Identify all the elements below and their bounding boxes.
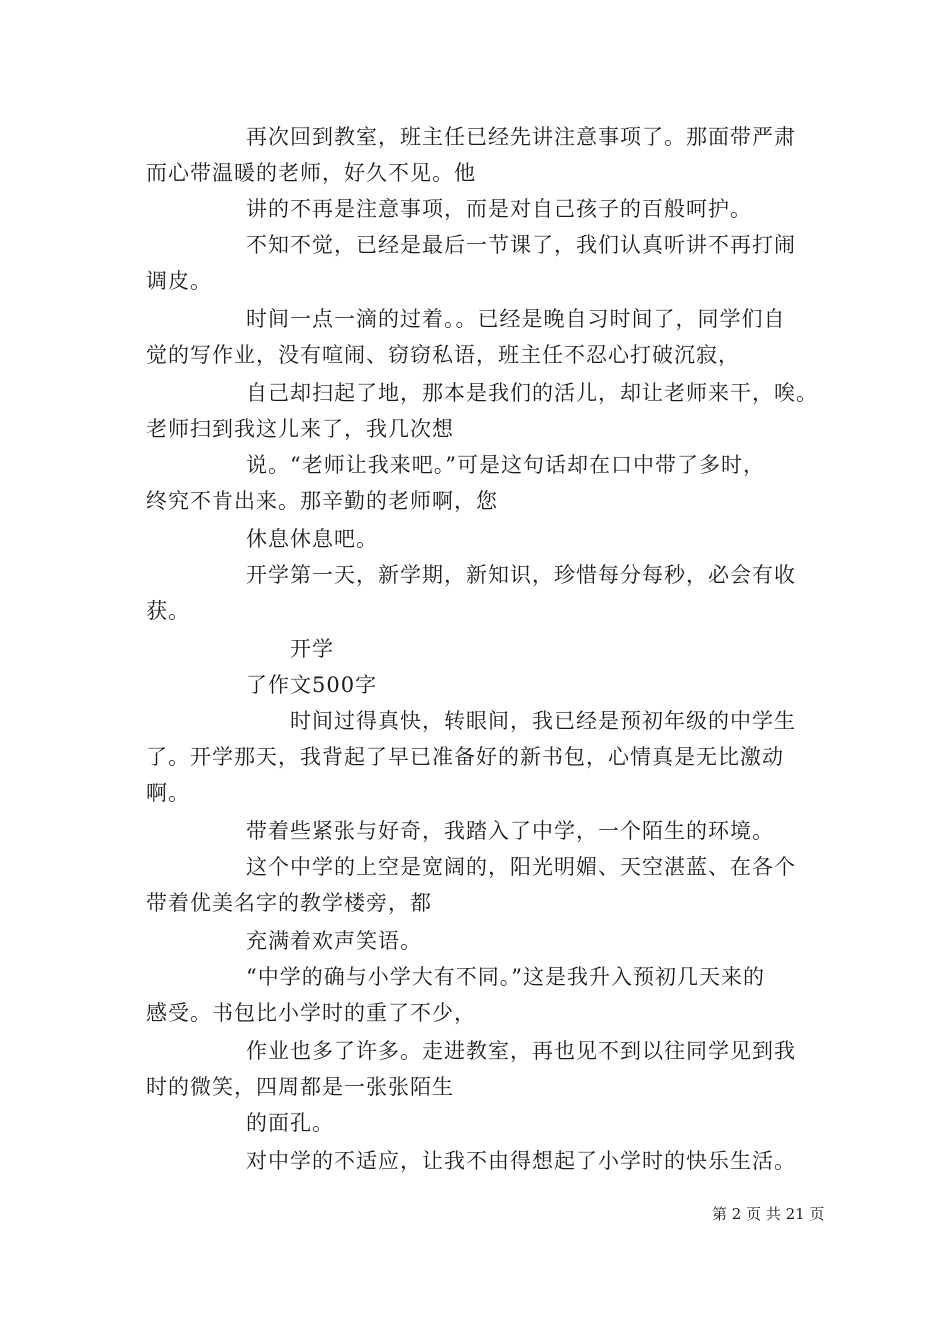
paragraph-line: 时的微笑，四周都是一张张陌生 [146, 1075, 454, 1099]
paragraph-line: 而心带温暖的老师，好久不见。他 [146, 161, 476, 185]
paragraph-line: 的面孔。 [246, 1111, 334, 1135]
paragraph-line: 觉的写作业，没有喧闹、窃窃私语，班主任不忍心打破沉寂， [146, 343, 740, 367]
paragraph-line: 不知不觉，已经是最后一节课了，我们认真听讲不再打闹 [246, 233, 796, 257]
paragraph-line: 这个中学的上空是宽阔的，阳光明媚、天空湛蓝、在各个 [246, 855, 796, 879]
paragraph-line: 调皮。 [146, 269, 212, 293]
paragraph-line: 时间一点一滴的过着。。已经是晚自习时间了，同学们自 [246, 307, 786, 331]
paragraph-line: 作业也多了许多。走进教室，再也见不到以往同学见到我 [246, 1039, 796, 1063]
section-subtitle: 了作文500字 [246, 673, 378, 697]
page-number-footer: 第 2 页 共 21 页 [712, 1205, 825, 1223]
paragraph-line: “中学的确与小学大有不同。”这是我升入预初几天来的 [246, 965, 765, 989]
paragraph-line: 自己却扫起了地，那本是我们的活儿，却让老师来干，唉。 [246, 381, 818, 405]
paragraph-line: 获。 [146, 599, 190, 623]
paragraph-line: 带着些紧张与好奇，我踏入了中学，一个陌生的环境。 [246, 819, 774, 843]
paragraph-line: 开学第一天，新学期，新知识，珍惜每分每秒，必会有收 [246, 563, 796, 587]
paragraph-line: 讲的不再是注意事项，而是对自己孩子的百般呵护。 [246, 197, 752, 221]
paragraph-line: 时间过得真快，转眼间，我已经是预初年级的中学生 [290, 709, 796, 733]
paragraph-line: 对中学的不适应，让我不由得想起了小学时的快乐生活。 [246, 1149, 796, 1173]
section-title: 开学 [290, 637, 334, 661]
paragraph-line: 感受。书包比小学时的重了不少， [146, 1001, 476, 1025]
paragraph-line: 终究不肯出来。那辛勤的老师啊，您 [146, 489, 498, 513]
paragraph-line: 再次回到教室，班主任已经先讲注意事项了。那面带严肃 [246, 125, 796, 149]
paragraph-line: 带着优美名字的教学楼旁，都 [146, 891, 432, 915]
paragraph-line: 说。“老师让我来吧。”可是这句话却在口中带了多时， [246, 453, 765, 477]
paragraph-line: 了。开学那天，我背起了早已准备好的新书包，心情真是无比激动 [146, 745, 784, 769]
paragraph-line: 休息休息吧。 [246, 527, 378, 551]
paragraph-line: 充满着欢声笑语。 [246, 929, 422, 953]
paragraph-line: 啊。 [146, 781, 190, 805]
paragraph-line: 老师扫到我这儿来了，我几次想 [146, 417, 454, 441]
